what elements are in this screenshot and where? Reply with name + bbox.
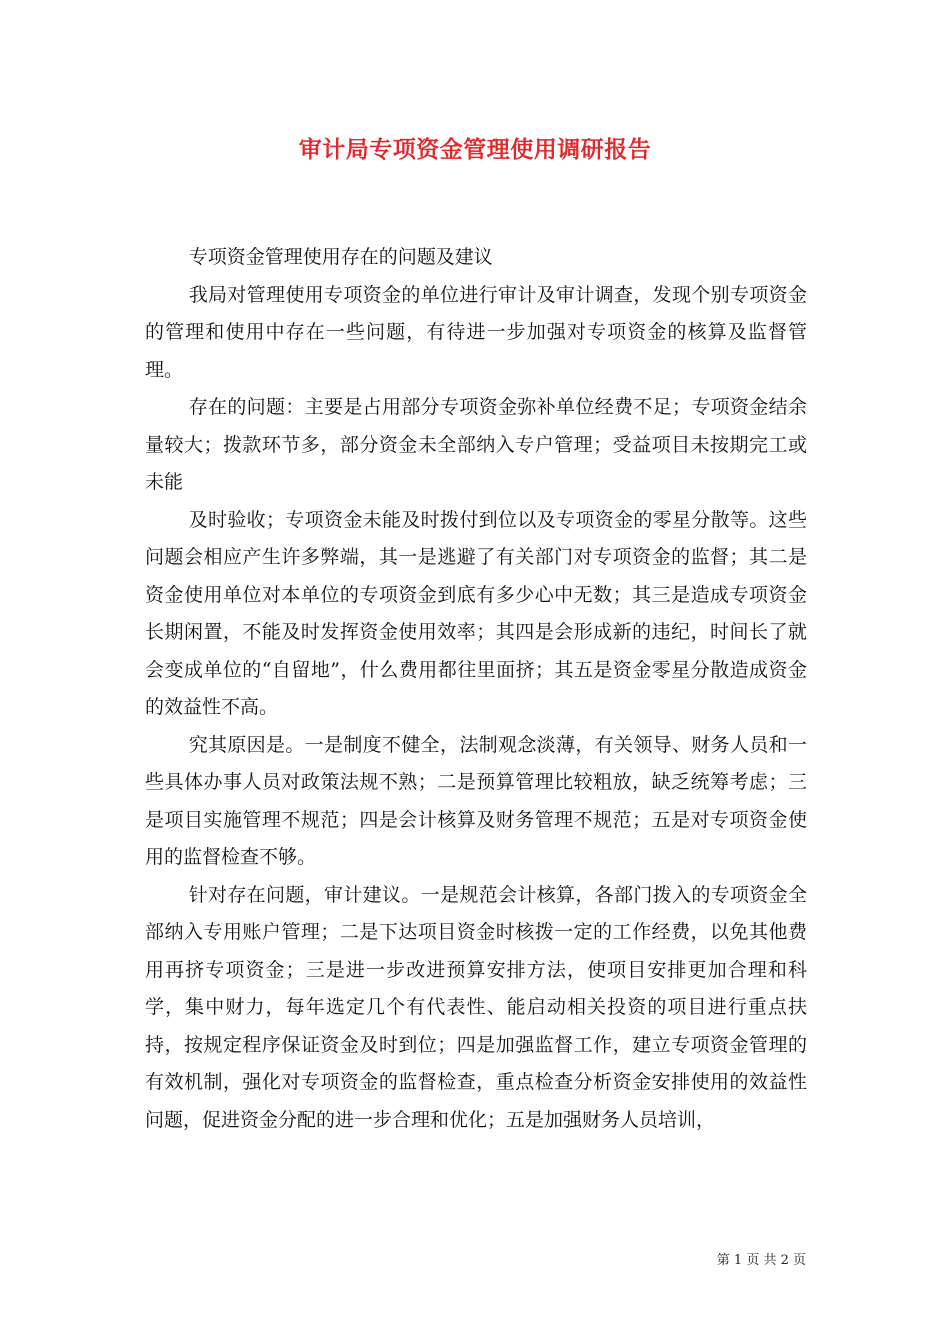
paragraph-consequences: 及时验收；专项资金未能及时拨付到位以及专项资金的零星分散等。这些问题会相应产生许多弊端，其一是逃避了有关部门对专项资金的监督；其二是资金使用单位对本单位的专项资金到底有多少心中无数；其三是造成专项资金长期闲置，不能及时发挥资金使用效率；其四是会形成新的违纪，时间长了就会变成单位的“自留地”，什么费用都往里面挤；其五是资金零星分散造成资金的效益性不高。 — [145, 508, 807, 718]
paragraph-recommendations: 针对存在问题，审计建议。一是规范会计核算，各部门拨入的专项资金全部纳入专用账户管理；二是下达项目资金时核拨一定的工作经费，以免其他费用再挤专项资金；三是进一步改进预算安排方法，使项目安排更加合理和科学，集中财力，每年选定几个有代表性、能启动相关投资的项目进行重点扶持，按规定程序保证资金及时到位；四是加强监督工作，建立专项资金管理的有效机制，强化对专项资金的监督检查，重点检查分析资金安排使用的效益性问题，促进资金分配的进一步合理和优化；五是加强财务人员培训， — [145, 883, 807, 1131]
paragraph-causes: 究其原因是。一是制度不健全，法制观念淡薄，有关领导、财务人员和一些具体办事人员对政策法规不熟；二是预算管理比较粗放，缺乏统筹考虑；三是项目实施管理不规范；四是会计核算及财务管理不规范；五是对专项资金使用的监督检查不够。 — [145, 733, 807, 868]
document-body — [145, 239, 807, 1139]
paragraph-intro: 我局对管理使用专项资金的单位进行审计及审计调查，发现个别专项资金的管理和使用中存在一些问题，有待进一步加强对专项资金的核算及监督管理。 — [145, 283, 807, 381]
section-heading: 专项资金管理使用存在的问题及建议 — [188, 246, 493, 268]
document-title: 审计局专项资金管理使用调研报告 — [298, 136, 652, 163]
paragraph-problems: 存在的问题：主要是占用部分专项资金弥补单位经费不足；专项资金结余量较大；拨款环节多，部分资金未全部纳入专户管理；受益项目未按期完工或未能 — [145, 396, 807, 493]
page-number: 第 1 页 共 2 页 — [716, 1253, 806, 1268]
